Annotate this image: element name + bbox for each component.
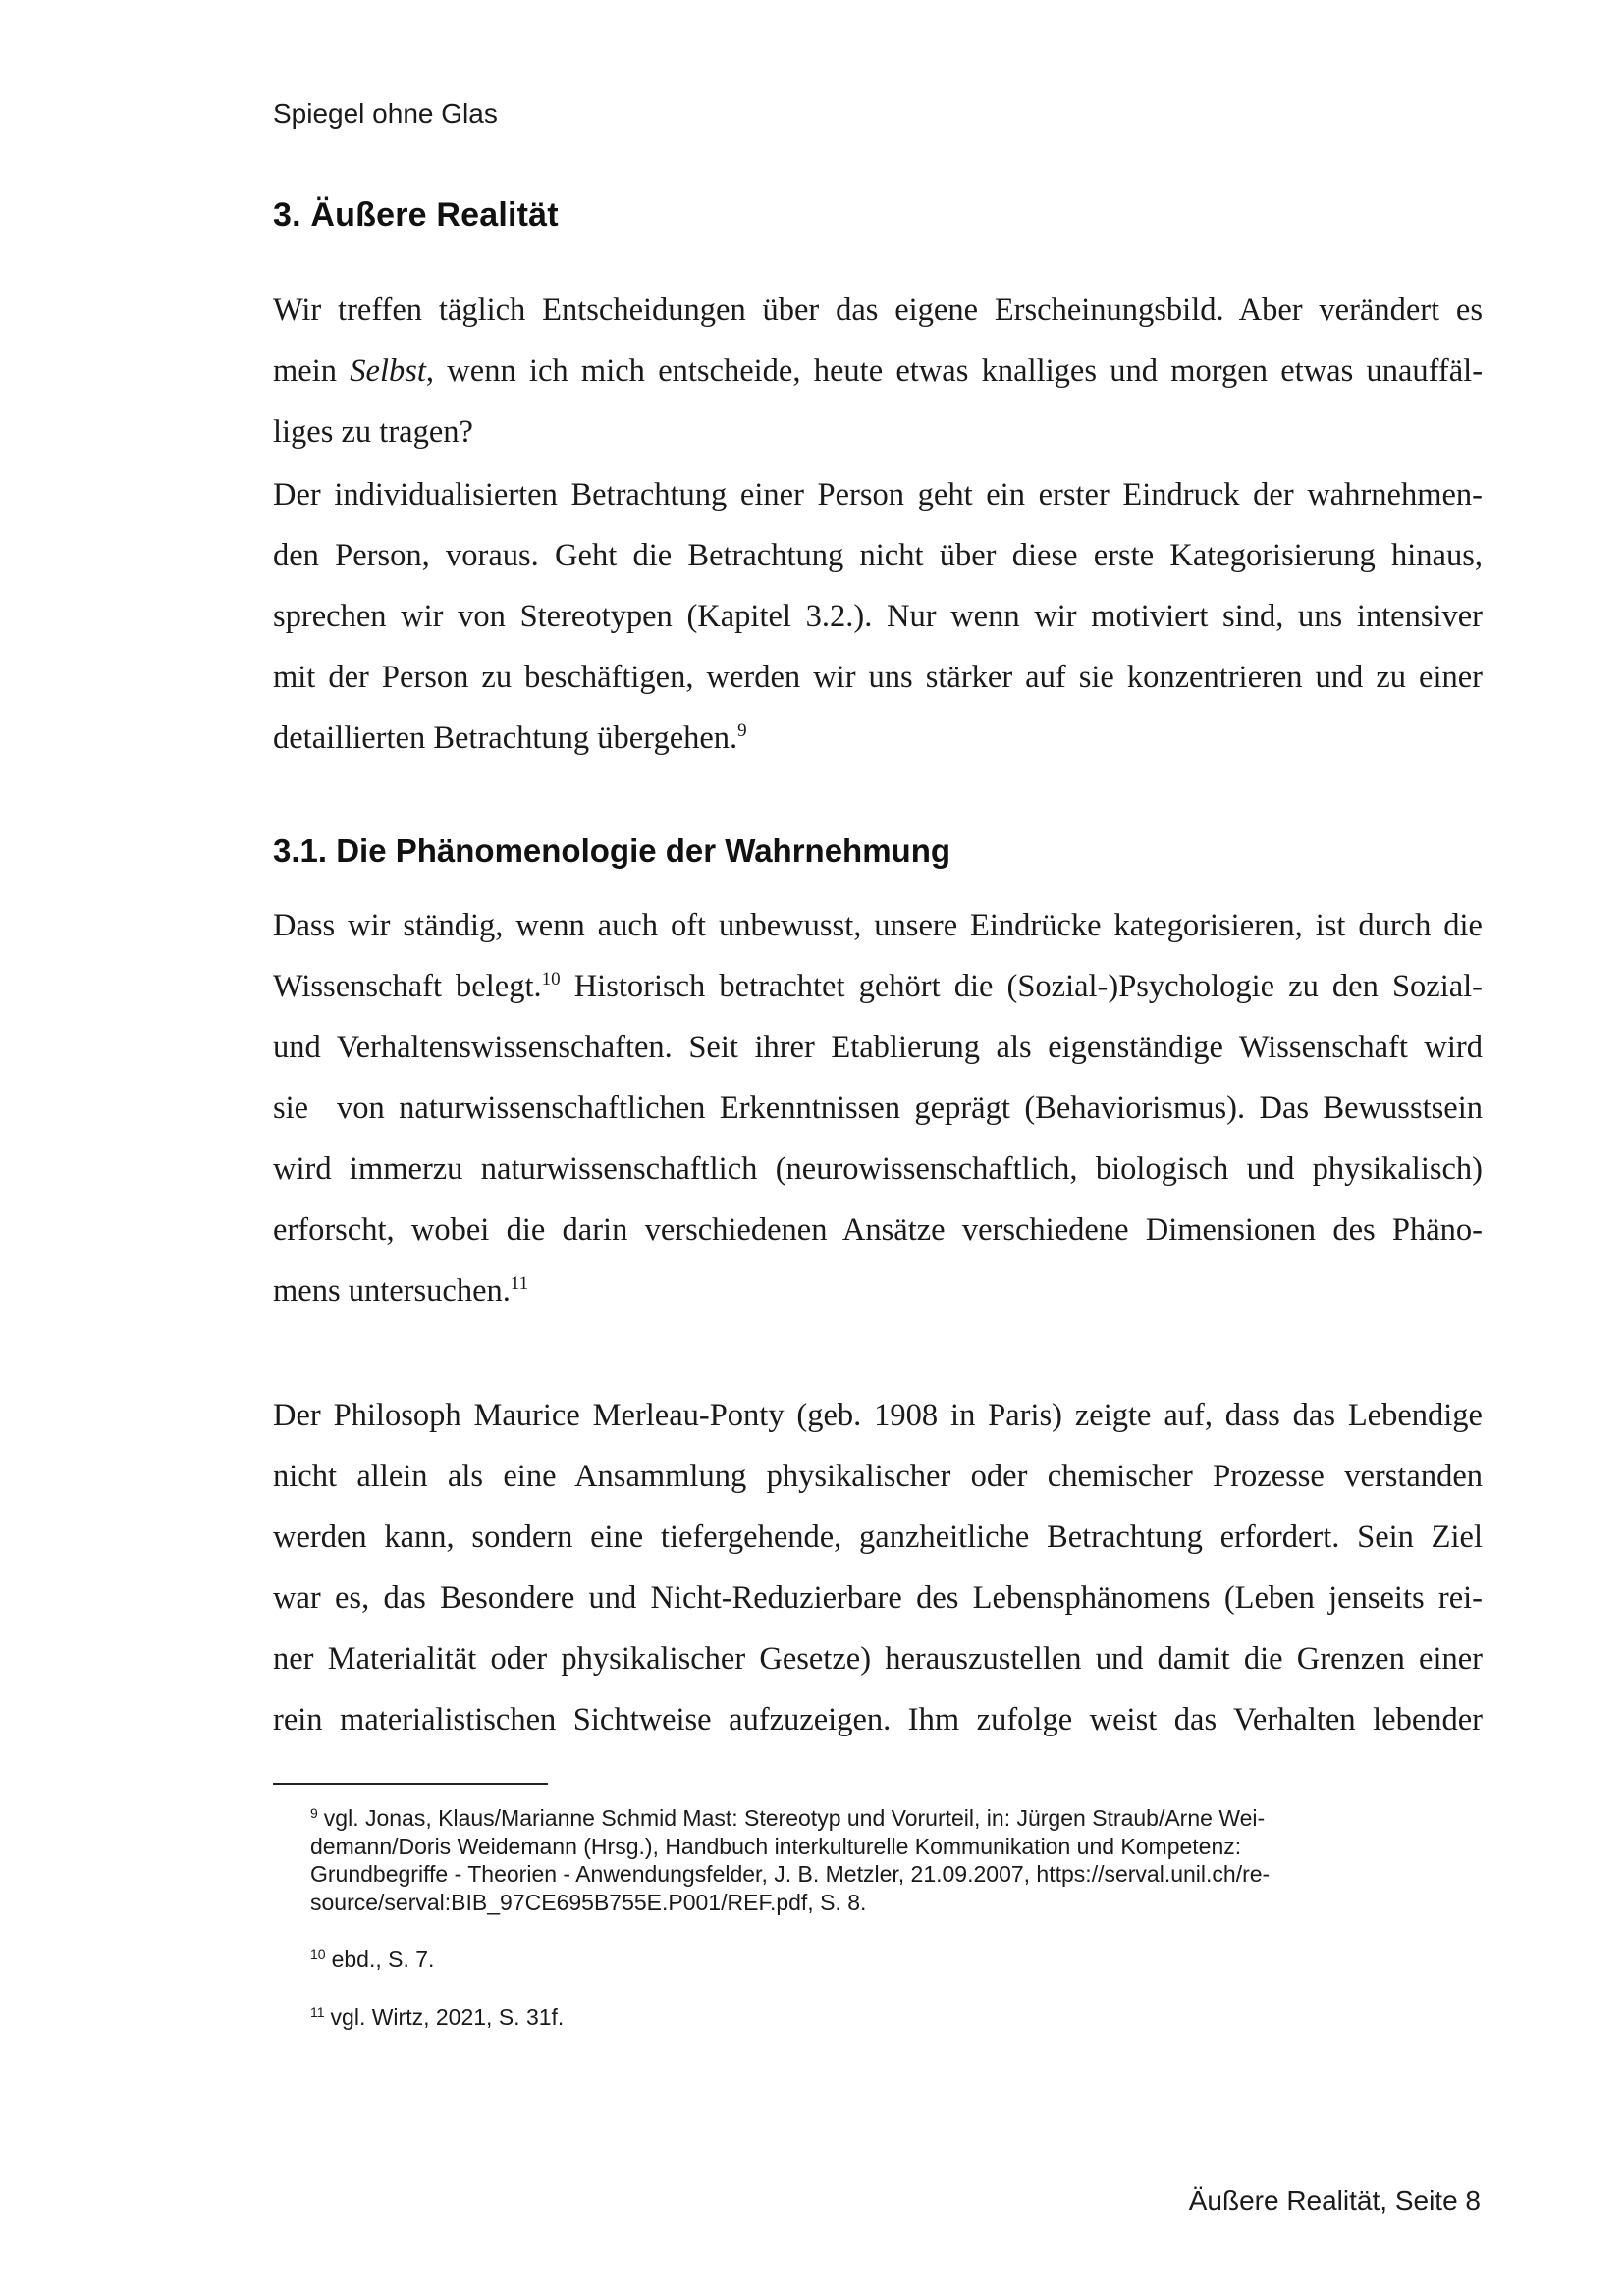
text-line: Der individualisierten Betrachtung einer Person geht ein erster Eindruck der wahrnehmen- (273, 477, 1483, 512)
text-line: erforscht, wobei die darin verschiedenen Ansätze verschiedene Dimensionen des Phäno- (273, 1212, 1483, 1248)
text-line: den Person, voraus. Geht die Betrachtung nicht über diese erste Kategorisierung hinaus, (273, 538, 1483, 573)
text-line: war es, das Besondere und Nicht-Reduzierbare des Lebensphänomens (Leben jenseits rei- (273, 1580, 1483, 1616)
text-line: und Verhaltenswissenschaften. Seit ihrer Etablierung als eigenständige Wissenschaft wird (273, 1030, 1483, 1065)
footnote-line: $^{10}$ ebd., S. 7. (310, 1947, 435, 1972)
footnote-line: $^{11}$ vgl. Wirtz, 2021, S. 31f. (310, 2003, 565, 2030)
running-footer: Äußere Realität, Seite 8 (1188, 2185, 1481, 2216)
footnotes (310, 1804, 1390, 2060)
text-line: liges zu tragen? (273, 414, 473, 450)
text-line: ner Materialität oder physikalischer Gesetze) herauszustellen und damit die Grenzen einer (273, 1641, 1483, 1677)
section-heading: 3. Äußere Realität (273, 196, 559, 234)
footnote-divider (273, 1783, 548, 1785)
footnote-line: demann/Doris Weidemann (Hrsg.), Handbuch interkulturelle Kommunikation und Kompetenz: (310, 1833, 1242, 1859)
paragraph (273, 280, 1483, 462)
footnote-number: 10 (310, 1947, 326, 1962)
footnote-ref[interactable]: 10 (541, 969, 561, 989)
paragraph (273, 895, 1483, 1321)
text-line: mein Selbst, wenn ich mich entscheide, heute etwas knalliges und morgen etwas unauffäl- (273, 353, 1484, 389)
footnote-line: source/serval:BIB_97CE695B755E.P001/REF.pdf, S. 8. (310, 1889, 867, 1915)
text-line: detaillierten Betrachtung übergehen.$^9$ (273, 721, 747, 756)
text-line: werden kann, sondern eine tiefergehende, ganzheitliche Betrachtung erfordert. Sein Ziel (273, 1520, 1483, 1555)
text-line: Der Philosoph Maurice Merleau-Ponty (geb. 1908 in Paris) zeigte auf, dass das Lebendige (273, 1398, 1483, 1433)
subsection-heading: 3.1. Die Phänomenologie der Wahrnehmung (273, 832, 951, 869)
footnote-line: Grundbegriffe - Theorien - Anwendungsfelder, J. B. Metzler, 21.09.2007, https://serval.unil.ch/re- (310, 1861, 1271, 1887)
text-line: sie von naturwissenschaftlichen Erkenntnissen geprägt (Behaviorismus). Das Bewusstsein (273, 1091, 1483, 1126)
text-line: mit der Person zu beschäftigen, werden wir uns stärker auf sie konzentrieren und zu einer (273, 660, 1483, 695)
footnote-item (310, 1804, 1390, 1916)
footnote-ref[interactable]: 11 (510, 1273, 529, 1294)
text-line: Dass wir ständig, wenn auch oft unbewusst, unsere Eindrücke kategorisieren, ist durch die (273, 908, 1483, 943)
text-line: wird immerzu naturwissenschaftlich (neurowissenschaftlich, biologisch und physikalisch) (273, 1151, 1483, 1187)
running-header: Spiegel ohne Glas (273, 98, 498, 129)
text-line: mens untersuchen.$^{11}$ (273, 1273, 529, 1308)
text-line: Wissenschaft belegt.$^{10}$ Historisch betrachtet gehört die (Sozial-)Psychologie zu den Sozial- (273, 969, 1484, 1004)
text-line: rein materialistischen Sichtweise aufzuzeigen. Ihm zufolge weist das Verhalten lebender (273, 1702, 1483, 1737)
text-line: nicht allein als eine Ansammlung physikalischer oder chemischer Prozesse verstanden (273, 1459, 1483, 1494)
paragraph (273, 464, 1483, 769)
footnote-item (310, 1946, 1390, 1974)
emphasis: Selbst (350, 353, 426, 389)
footnote-item (310, 2003, 1390, 2032)
footnote-number: 9 (310, 1805, 318, 1821)
text-line: sprechen wir von Stereotypen (Kapitel 3.2.). Nur wenn wir motiviert sind, uns intensiver (273, 599, 1483, 634)
paragraph (273, 1385, 1483, 1750)
text-line: Wir treffen täglich Entscheidungen über das eigene Erscheinungsbild. Aber verändert es (273, 293, 1483, 328)
footnote-line: $^9$ vgl. Jonas, Klaus/Marianne Schmid Mast: Stereotyp und Vorurteil, in: Jürgen Straub/Arne Wei- (310, 1805, 1266, 1831)
footnote-number: 11 (310, 2003, 325, 2020)
footnote-ref[interactable]: 9 (737, 721, 747, 741)
